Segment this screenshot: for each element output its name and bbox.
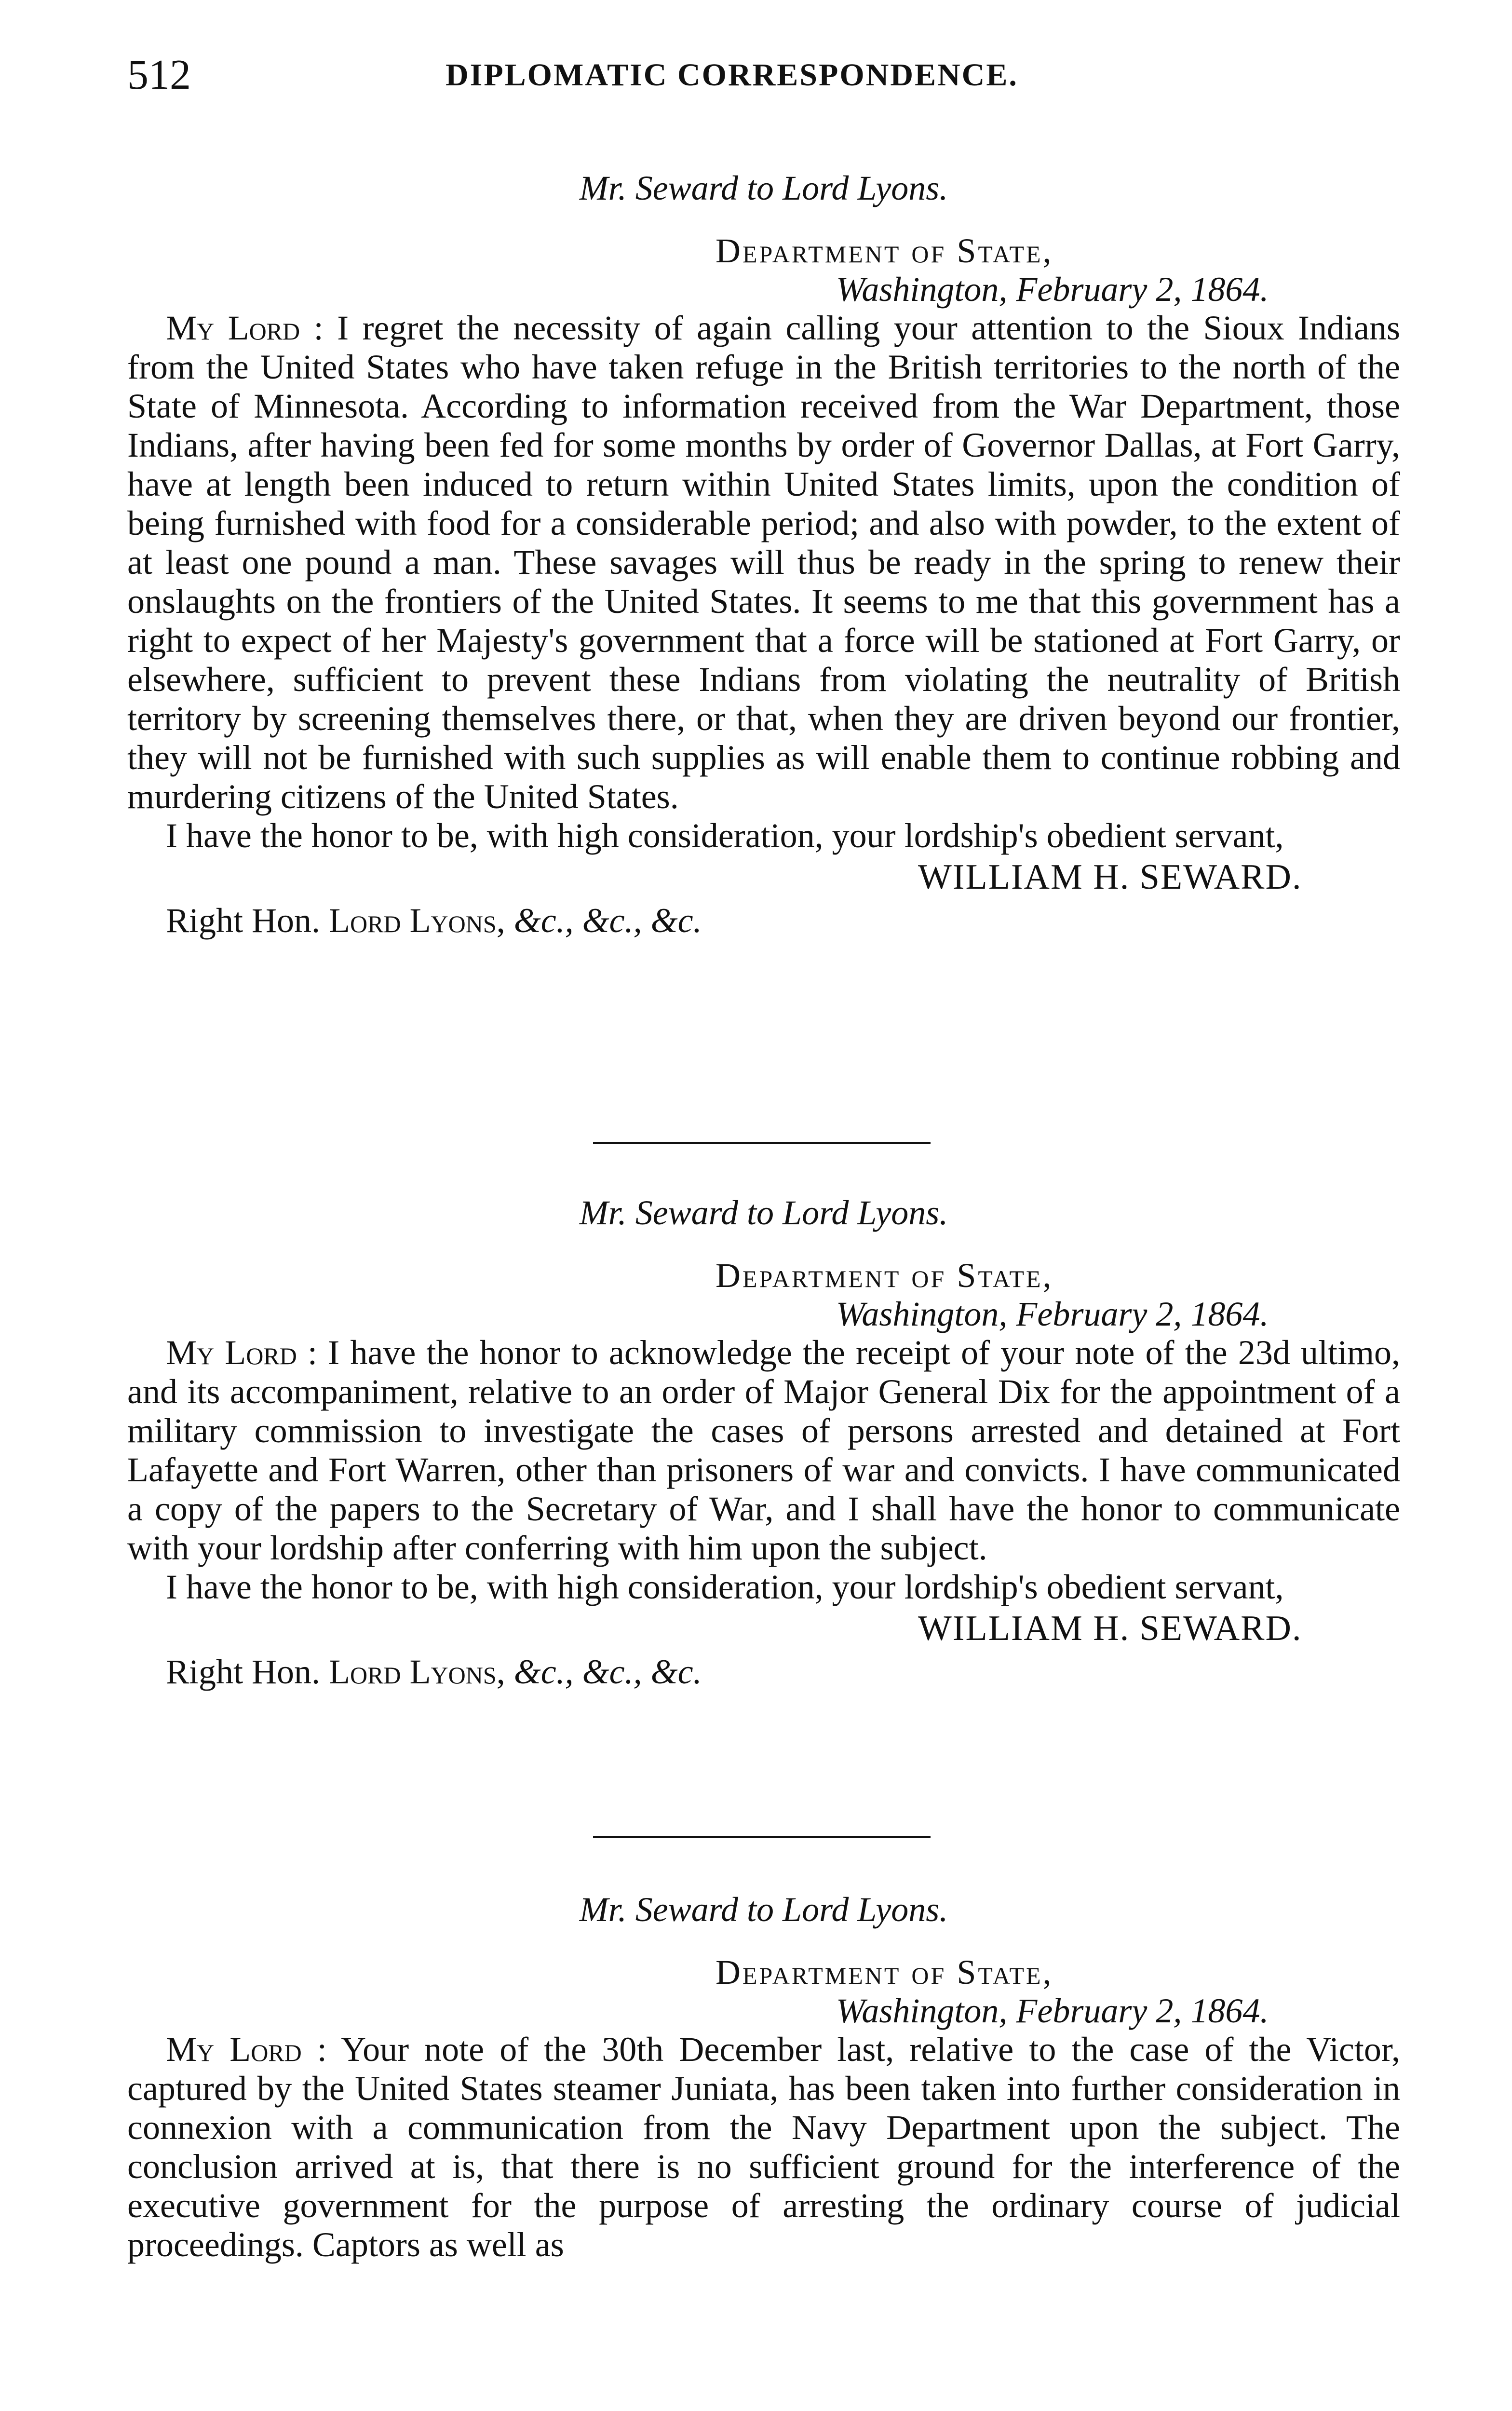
addressee-prefix: Right Hon. [166,901,321,940]
letter-2 [127,1189,1400,1693]
addressee-name: Lord Lyons, [329,901,505,940]
addressee-etc: &c., &c., &c. [513,1652,702,1691]
page-header-title: DIPLOMATIC CORRESPONDENCE. [446,57,1018,93]
salutation: My Lord : [166,1333,318,1372]
letter-heading: Mr. Seward to Lord Lyons. [579,1890,948,1929]
dateline [127,1953,1400,2030]
salutation: My Lord : [166,309,324,347]
dateline [127,1256,1400,1333]
addressee-etc: &c., &c., &c. [513,901,702,940]
addressee-prefix: Right Hon. [166,1652,321,1691]
place-date-line: Washington, February 2, 1864. [836,270,1269,309]
salutation: My Lord : [166,2030,327,2069]
addressee [127,1650,1400,1693]
page-number: 512 [127,52,191,98]
letter-body [127,2030,1400,2264]
letter-heading: Mr. Seward to Lord Lyons. [579,1193,948,1232]
letter-body [127,309,1400,816]
section-divider [593,1142,931,1144]
running-header [127,46,1400,104]
addressee-name: Lord Lyons, [329,1652,505,1691]
signature: WILLIAM H. SEWARD. [918,1609,1302,1648]
department-line: Department of State, [716,1953,1053,1991]
place-date-line: Washington, February 2, 1864. [836,1991,1269,2030]
signature: WILLIAM H. SEWARD. [918,857,1302,897]
place-date-line: Washington, February 2, 1864. [836,1295,1269,1333]
letter-3 [127,1885,1400,2264]
closing: I have the honor to be, with high consideration, your lordship's obedient servant, [166,816,1284,855]
letter-heading: Mr. Seward to Lord Lyons. [579,169,948,207]
body-text: I regret the necessity of again calling your attention to the Sioux Indians from the United States who have taken refuge in the British territories to the north of the State of Minnesota. According to information received from the War Department, those Indians, after having been fed for some months by order of Governor Dallas, at Fort Garry, have at length been induced to return within United States limits, upon the condition of being furnished with food for a considerable period; and also with powder, to the extent of at least one pound a man. These savages will thus be ready in the spring to renew their onslaughts on the frontiers of the United States. It seems to me that this government has a right to expect of her Majesty's government that a force will be stationed at Fort Garry, or elsewhere, sufficient to prevent these Indians from violating the neutrality of British territory by screening themselves there, or that, when they are driven beyond our frontier, they will not be furnished with such supplies as will enable them to continue robbing and murdering citizens of the United States. [127,309,1401,816]
department-line: Department of State, [716,1256,1053,1295]
department-line: Department of State, [716,231,1053,270]
addressee [127,899,1400,942]
dateline [127,231,1400,309]
section-divider [593,1836,931,1838]
letter-body [127,1333,1400,1568]
body-text: Your note of the 30th December last, relative to the case of the Victor, captured by the United States steamer Juniata, has been taken into further consideration in connexion with a communication from the Navy Department upon the subject. The conclusion arrived at is, that there is no sufficient ground for the interference of the executive government for the purpose of arresting the ordinary course of judicial proceedings. Captors as well as [127,2030,1400,2264]
body-text: I have the honor to acknowledge the receipt of your note of the 23d ultimo, and its accompaniment, relative to an order of Major General Dix for the appointment of a military commission to investigate the cases of persons arrested and detained at Fort Lafayette and Fort Warren, other than prisoners of war and convicts. I have communicated a copy of the papers to the Secretary of War, and I shall have the honor to communicate with your lordship after conferring with him upon the subject. [127,1333,1401,1567]
letter-1 [127,164,1400,942]
closing: I have the honor to be, with high consideration, your lordship's obedient servant, [166,1568,1284,1606]
